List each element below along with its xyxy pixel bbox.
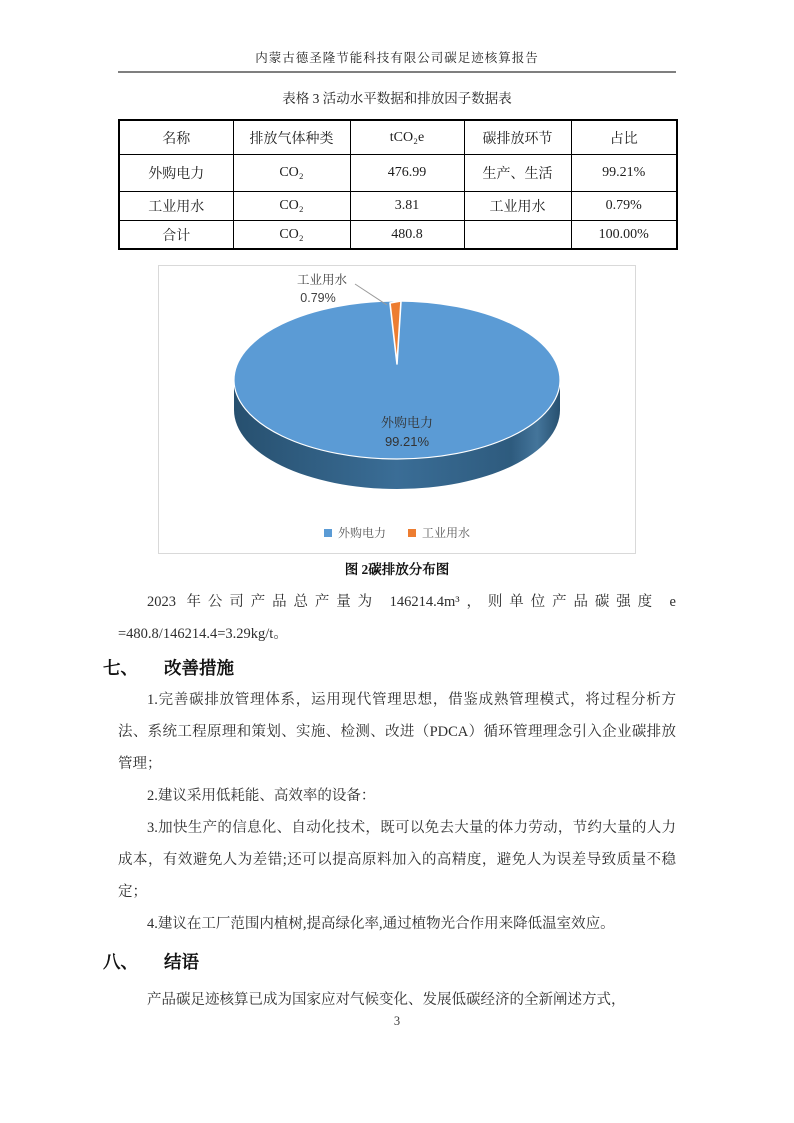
- cell-name: 工业用水: [119, 192, 233, 221]
- col-header-share: 占比: [571, 120, 677, 155]
- inside-label-electricity: 外购电力: [380, 415, 434, 430]
- intro-line: =480.8/146214.4=3.29kg/t。: [118, 626, 288, 642]
- cell-gas: CO₂: [233, 221, 350, 250]
- cell-gas: CO₂: [233, 155, 350, 192]
- intro-line: 2023 年公司产品总产量为 146214.4m³，则单位产品碳强度 e: [147, 594, 676, 610]
- legend-swatch-blue-icon: [324, 529, 332, 537]
- inside-value-electricity: 99.21%: [384, 434, 430, 449]
- section-number: 八、: [103, 952, 138, 972]
- cell-share: 99.21%: [571, 155, 677, 192]
- section-heading-conclusion: [103, 950, 676, 974]
- cell-share: 0.79%: [571, 192, 677, 221]
- col-header-name: 名称: [119, 120, 233, 155]
- legend-item-water: [408, 524, 470, 541]
- cell-stage: 工业用水: [464, 192, 571, 221]
- table-row: [119, 155, 677, 192]
- cell-stage: 生产、生活: [464, 155, 571, 192]
- cell-tco2e: 3.81: [350, 192, 464, 221]
- cell-tco2e: 480.8: [350, 221, 464, 250]
- cell-share: 100.00%: [571, 221, 677, 250]
- section-heading-improvement: [103, 656, 676, 680]
- chart-legend: [159, 524, 635, 541]
- col-header-gas: 排放气体种类: [233, 120, 350, 155]
- legend-label: 外购电力: [337, 526, 386, 540]
- cell-tco2e: 476.99: [350, 155, 464, 192]
- paragraph: 1.完善碳排放管理体系，运用现代管理思想，借鉴成熟管理模式，将过程分析方法、系统工程原理和策划、实施、检测、改进（PDCA）循环管理理念引入企业碳排放管理；: [118, 692, 676, 772]
- paragraph: 产品碳足迹核算已成为国家应对气候变化、发展低碳经济的全新阐述方式，: [147, 992, 626, 1008]
- cell-gas: CO₂: [233, 192, 350, 221]
- figure-caption: 图 2碳排放分布图: [344, 562, 450, 577]
- cell-stage: [464, 221, 571, 250]
- table-row-total: [119, 221, 677, 250]
- paragraph: 3.加快生产的信息化、自动化技术，既可以免去大量的体力劳动，节约大量的人力成本，有效避免人为差错;还可以提高原料加入的高精度，避免人为误差导致质量不稳定；: [118, 820, 676, 900]
- col-header-stage: 碳排放环节: [464, 120, 571, 155]
- section-conclusion-body: [118, 984, 676, 1016]
- cell-name: 外购电力: [119, 155, 233, 192]
- intro-paragraph: [118, 586, 676, 650]
- header-rule: [118, 71, 676, 73]
- table-header-row: [119, 120, 677, 155]
- pie-chart: [159, 266, 637, 555]
- section-improvement-body: [118, 684, 676, 940]
- paragraph: 4.建议在工厂范围内植树,提高绿化率,通过植物光合作用来降低温室效应。: [147, 916, 615, 932]
- legend-swatch-orange-icon: [408, 529, 416, 537]
- page-number: 3: [393, 1014, 401, 1028]
- paragraph: 2.建议采用低耗能、高效率的设备：: [147, 788, 376, 804]
- legend-label: 工业用水: [422, 526, 471, 540]
- callout-value-water: 0.79%: [300, 291, 336, 305]
- section-title: 改善措施: [164, 658, 234, 678]
- col-header-tco2e: tCO₂e: [350, 120, 464, 155]
- table-row: [119, 192, 677, 221]
- pie-chart-frame: [158, 265, 636, 554]
- cell-name: 合计: [119, 221, 233, 250]
- section-number: 七、: [103, 658, 138, 678]
- legend-item-electricity: [324, 524, 386, 541]
- section-title: 结语: [164, 952, 199, 972]
- report-header-title: 内蒙古德圣隆节能科技有限公司碳足迹核算报告: [255, 51, 539, 65]
- callout-label-water: 工业用水: [296, 273, 348, 287]
- emission-data-table: [118, 119, 678, 250]
- table-caption: 表格 3 活动水平数据和排放因子数据表: [282, 91, 512, 106]
